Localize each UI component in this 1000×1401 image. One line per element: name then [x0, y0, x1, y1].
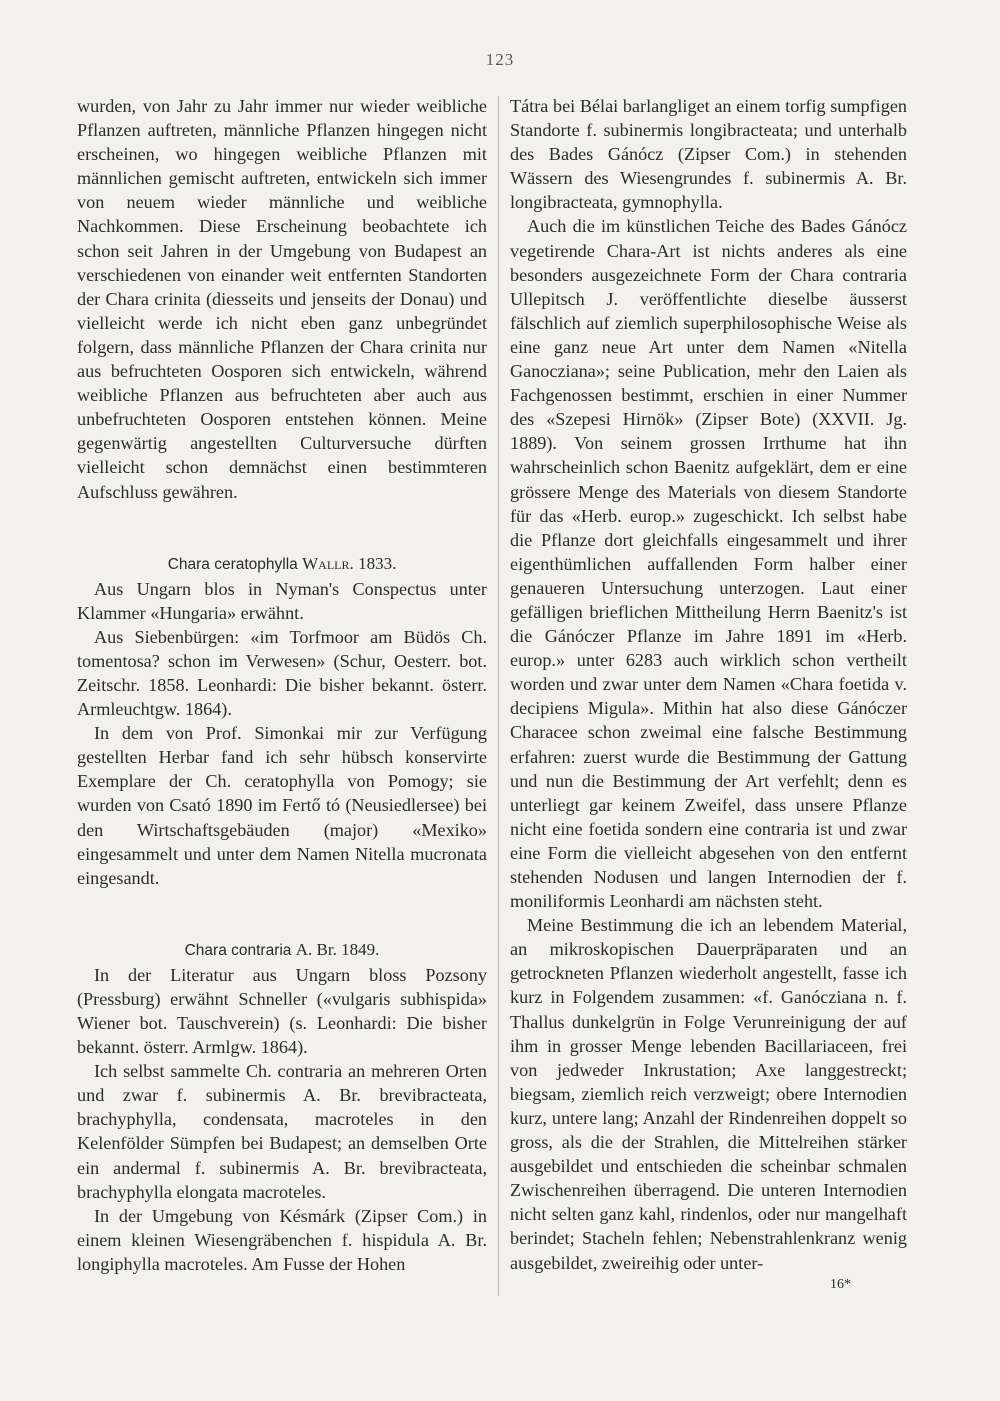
section-heading	[77, 552, 487, 577]
column-divider	[498, 96, 499, 1296]
paragraph: wurden, von Jahr zu Jahr immer nur wieder weibliche Pflanzen auftreten, männliche Pflanzen hingegen nicht erscheinen, wo hingegen weibliche Pflanzen mit männlichen gemischt auftreten, entwickeln sich immer von neuem wieder männliche und weibliche Nachkommen. Diese Erscheinung beobachtete ich schon seit Jahren in der Umgebung von Budapest an verschiedenen von einander weit entfernten Standorten der Chara crinita (diesseits und jenseits der Donau) und vielleicht werde ich nicht eben ganz unbegründet folgern, dass männliche Pflanzen der Chara crinita nur aus befruchteten Oosporen sich entwickeln, während weibliche Pflanzen aus befruchteten aber auch aus unbefruchteten Oosporen entstehen können. Meine gegenwärtig angestellten Culturversuche dürften vielleicht schon demnächst einen bestimmteren Aufschluss gewähren.	[77, 96, 487, 502]
heading-species: Chara ceratophylla	[167, 555, 298, 573]
heading-author: Wallr.	[302, 553, 354, 573]
paragraph: In der Umgebung von Késmárk (Zipser Com.) in einem kleinen Wiesengräbenchen f. hispidula A. Br. longiphylla macroteles. Am Fusse der Hohen	[77, 1205, 487, 1274]
paragraph: Ich selbst sammelte Ch. contraria an mehreren Orten und zwar f. subinermis A. Br. brevibracteata, brachyphylla, condensata, macroteles in den Kelenfölder Sümpfen bei Budapest; an demselben Orte ein andermal f. subinermis A. Br. brevibracteata, brachyphylla elongata macroteles.	[77, 1061, 487, 1202]
paragraph: Meine Bestimmung die ich an lebendem Material, an mikroskopischen Dauerpräparaten und an getrockneten Pflanzen wiederholt angestellt, fasse ich kurz in Folgendem zusammen: «f. Ganócziana n. f. Thallus dunkelgrün in Folge Verunreinigung der auf ihm in grosser Menge lebenden Bacillariaceen, frei von jedweder Inkrustation; Axe langgestreckt; biegsam, ziemlich reich verzweigt; obere Internodien kurz, untere lang; Anzahl der Rindenreihen doppelt so gross, als die der Strahlen, die Mittelreihen stärker ausgebildet und entschieden die scheinbar schmalen Zwischenreihen überragend. Die unteren Internodien nicht selten ganz kahl, rindenlos, oder nur mangelhaft berindet; Stacheln fehlen; Nebenstrahlenkranz wenig ausgebildet, zweireihig oder unter-	[510, 915, 907, 1273]
heading-species: Chara contraria	[184, 941, 292, 959]
heading-year: 1833.	[358, 553, 397, 573]
paragraph: In dem von Prof. Simonkai mir zur Verfügung gestellten Herbar fand ich sehr hübsch konservirte Exemplare der Ch. ceratophylla von Pomogy; sie wurden von Csató 1890 im Fertő tó (Neusiedlersee) bei den Wirtschaftsgebäuden (major) «Mexiko» eingesammelt und unter dem Namen Nitella mucronata eingesandt.	[77, 723, 487, 888]
heading-author: A. Br.	[295, 939, 337, 959]
paragraph: Aus Ungarn blos in Nyman's Conspectus unter Klammer «Hungaria» erwähnt.	[77, 578, 487, 623]
left-column	[77, 94, 487, 1276]
paragraph: Auch die im künstlichen Teiche des Bades Gánócz vegetirende Chara-Art ist nichts anderes als eine besonders ausgezeichnete Form der Chara contraria Ullepitsch J. veröffentlichte dieselbe äusserst fälschlich auf ziemlich superphilosophische Weise als eine ganz neue Art unter dem Namen «Nitella Ganocziana»; seine Publication, mehr den Laien als Fachgenossen bestimmt, erschien in einer Nummer des «Szepesi Hirnök» (Zipser Bote) (XXVII. Jg. 1889). Von seinem grossen Irrthume hat ihn wahrscheinlich schon Baenitz aufgeklärt, dem er eine grössere Menge des Materials von diesem Standorte für das «Herb. europ.» zugeschickt. Ich selbst habe die Pflanze dort gleichfalls eingesammelt und ihrer eigenthümlichen auffallenden Form halber einer genaueren Untersuchung unterzogen. Laut einer gefälligen brieflichen Mittheilung Herrn Baenitz's ist die Gánóczer Pflanze im Jahre 1891 im «Herb. europ.» unter 6283 auch wirklich schon vertheilt worden und zwar unter dem Namen «Chara foetida v. decipiens Migula». Mithin hat also diese Gánóczer Characee schon zweimal eine falsche Bestimmung erfahren: zuerst wurde die Bestimmung der Gattung und nun die Bestimmung der Art verfehlt; denn es unterliegt gar keinem Zweifel, dass unsere Pflanze nicht eine foetida sondern eine contraria ist und zwar eine Form die vielleicht abgesehen von den entfernt stehenden Nodusen und langen Internodien der f. moniliformis Leonhardi am nächsten steht.	[510, 216, 907, 912]
paragraph: Tátra bei Bélai barlangliget an einem torfig sumpfigen Standorte f. subinermis longibracteata; und unterhalb des Bades Gánócz (Zipser Com.) in stehenden Wässern des Wiesengrundes f. subinermis A. Br. longibracteata, gymnophylla.	[510, 96, 907, 213]
paragraph: In der Literatur aus Ungarn bloss Pozsony (Pressburg) erwähnt Schneller («vulgaris subhispida» Wiener bot. Tauschverein) (s. Leonhardi: Die bisher bekannt. österr. Armlgw. 1864).	[77, 964, 487, 1058]
heading-year: 1849.	[341, 939, 380, 959]
paragraph: Aus Siebenbürgen: «im Torfmoor am Büdös Ch. tomentosa? schon im Verwesen» (Schur, Oesterr. bot. Zeitschr. 1858. Leonhardi: Die bisher bekannt. österr. Armleuchtgw. 1864).	[77, 626, 487, 720]
signature-mark: 16*	[830, 1276, 851, 1292]
right-column	[510, 94, 907, 1295]
page-number: 123	[485, 50, 515, 69]
section-heading	[77, 938, 487, 963]
